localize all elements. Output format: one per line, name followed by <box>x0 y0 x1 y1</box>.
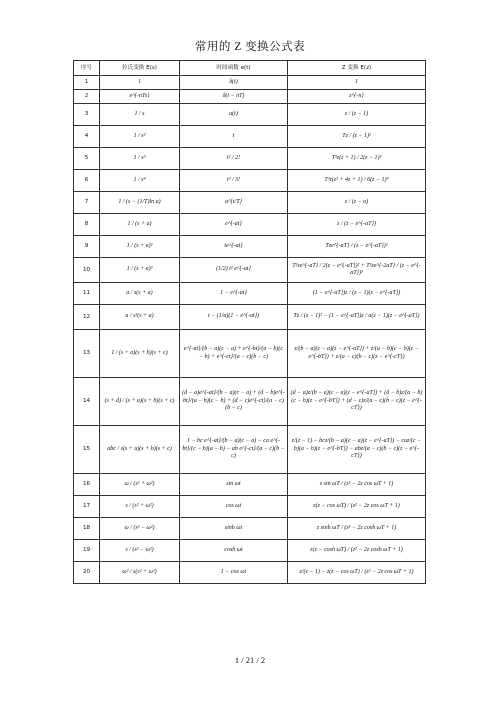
laplace-cell: 1 / (s + a) <box>100 214 180 236</box>
table-row <box>74 76 426 90</box>
laplace-cell: 1 / (s − (1/T)ln a) <box>100 192 180 214</box>
z-transform-cell: z/(z − 1) − bcz/(b − a)(c − a)(z − e^{-aT}) − caz/(c − b)(a − b)(z − e^{-bT}) − abz/(a − c)(b − c)(z − e^{-cT}) <box>288 426 426 474</box>
table-row <box>74 518 426 540</box>
time-function-cell: t − (1/a)(1 − e^{-at}) <box>180 305 288 330</box>
z-transform-cell: z / (z − 1) <box>288 104 426 126</box>
time-function-cell: u(t) <box>180 104 288 126</box>
row-index: 20 <box>74 562 100 584</box>
row-index: 13 <box>74 330 100 378</box>
time-function-cell: cos ωt <box>180 496 288 518</box>
time-function-cell: 1 − bc e^{-at}/(b − a)(c − a) − ca e^{-bt}/(c − b)(a − b) − ab e^{-ct}/(a − c)(b − c) <box>180 426 288 474</box>
laplace-cell: a / s(s + a) <box>100 283 180 305</box>
laplace-cell: (s + d) / (s + a)(s + b)(s + c) <box>100 378 180 426</box>
z-transform-cell: z^{-n} <box>288 90 426 104</box>
row-index: 7 <box>74 192 100 214</box>
time-function-cell: e^{-at}/(b − a)(c − a) + e^{-bt}/(a − b)(c − b) + e^{-ct}/(a − c)(b − c) <box>180 330 288 378</box>
z-transform-table <box>73 60 426 584</box>
laplace-cell: 1 / (s + a)³ <box>100 258 180 283</box>
time-function-cell: (d − a)e^{-at}/(b − a)(c − a) + (d − b)e^{-bt}/(a − b)(c − b) + (d − c)e^{-ct}/(a − c)(b − c) <box>180 378 288 426</box>
row-index: 4 <box>74 126 100 148</box>
z-transform-cell: z / (z − e^{-aT}) <box>288 214 426 236</box>
laplace-cell: s / (s² + ω²) <box>100 496 180 518</box>
laplace-cell: 1 / s³ <box>100 148 180 170</box>
laplace-cell: abc / s(s + a)(s + b)(s + c) <box>100 426 180 474</box>
time-function-cell: a^{t/T} <box>180 192 288 214</box>
time-function-cell: sin ωt <box>180 474 288 496</box>
row-index: 11 <box>74 283 100 305</box>
z-transform-cell: Tze^{-aT} / (z − e^{-aT})² <box>288 236 426 258</box>
laplace-cell: 1 / (s + a)(s + b)(s + c) <box>100 330 180 378</box>
table-row <box>74 540 426 562</box>
table-row <box>74 378 426 426</box>
table-row <box>74 305 426 330</box>
z-transform-cell: Tz / (z − 1)² − (1 − e^{-aT})z / a(z − 1)(z − e^{-aT}) <box>288 305 426 330</box>
laplace-cell: e^{-nTs} <box>100 90 180 104</box>
row-index: 10 <box>74 258 100 283</box>
time-function-cell: (1/2) t² e^{-at} <box>180 258 288 283</box>
table-body <box>74 76 426 584</box>
table-row <box>74 562 426 584</box>
z-transform-cell: T²ze^{-aT} / 2(z − e^{-aT})² + T²ze^{-2aT} / (z − e^{-aT})³ <box>288 258 426 283</box>
time-function-cell: t³ / 3! <box>180 170 288 192</box>
table-row <box>74 258 426 283</box>
z-transform-cell: z(z − cos ωT) / (z² − 2z cos ωT + 1) <box>288 496 426 518</box>
time-function-cell: t² / 2! <box>180 148 288 170</box>
laplace-cell: ω / (s² − ω²) <box>100 518 180 540</box>
z-transform-cell: Tz / (z − 1)² <box>288 126 426 148</box>
z-transform-cell: z(z − cosh ωT) / (z² − 2z cosh ωT + 1) <box>288 540 426 562</box>
row-index: 1 <box>74 76 100 90</box>
row-index: 6 <box>74 170 100 192</box>
table-row <box>74 426 426 474</box>
laplace-cell: 1 / s² <box>100 126 180 148</box>
row-index: 2 <box>74 90 100 104</box>
row-index: 15 <box>74 426 100 474</box>
laplace-cell: 1 / s⁴ <box>100 170 180 192</box>
z-transform-cell: z/(b − a)(c − a)(z − e^{-aT}) + z/(a − b)(c − b)(z − e^{-bT}) + z/(a − c)(b − c)(z − e^{-cT}) <box>288 330 426 378</box>
table-row <box>74 214 426 236</box>
z-transform-cell: 1 <box>288 76 426 90</box>
row-index: 18 <box>74 518 100 540</box>
laplace-cell: 1 <box>100 76 180 90</box>
time-function-cell: δ(t − nT) <box>180 90 288 104</box>
time-function-cell: 1 − cos ωt <box>180 562 288 584</box>
header-time-function: 时间函数 e(t) <box>180 61 288 76</box>
time-function-cell: te^{-at} <box>180 236 288 258</box>
header-z-transform: Z 变换 E(z) <box>288 61 426 76</box>
z-transform-cell: z sinh ωT / (z² − 2z cosh ωT + 1) <box>288 518 426 540</box>
header-laplace: 拉氏变换 E(s) <box>100 61 180 76</box>
table-row <box>74 170 426 192</box>
table-row <box>74 330 426 378</box>
z-transform-cell: z / (z − a) <box>288 192 426 214</box>
row-index: 5 <box>74 148 100 170</box>
row-index: 17 <box>74 496 100 518</box>
z-transform-cell: T³z(z² + 4z + 1) / 6(z − 1)⁴ <box>288 170 426 192</box>
z-transform-cell: z/(z − 1) − z(z − cos ωT) / (z² − 2z cos ωT + 1) <box>288 562 426 584</box>
page-number: 1 / 21 / 2 <box>234 655 266 665</box>
row-index: 16 <box>74 474 100 496</box>
laplace-cell: ω / (s² + ω²) <box>100 474 180 496</box>
row-index: 3 <box>74 104 100 126</box>
time-function-cell: t <box>180 126 288 148</box>
time-function-cell: δ(t) <box>180 76 288 90</box>
laplace-cell: 1 / s <box>100 104 180 126</box>
table-row <box>74 104 426 126</box>
laplace-cell: ω² / s(s² + ω²) <box>100 562 180 584</box>
table-header-row <box>74 61 426 76</box>
laplace-cell: 1 / (s + a)² <box>100 236 180 258</box>
row-index: 14 <box>74 378 100 426</box>
table-row <box>74 90 426 104</box>
time-function-cell: sinh ωt <box>180 518 288 540</box>
z-transform-cell: (d − a)z/(b − a)(c − a)(z − e^{-aT}) + (d − b)z/(a − b)(c − b)(z − e^{-bT}) + (d − c)z/(a − c)(b − c)(z − e^{-cT}) <box>288 378 426 426</box>
header-index: 序号 <box>74 61 100 76</box>
table-row <box>74 148 426 170</box>
row-index: 19 <box>74 540 100 562</box>
time-function-cell: cosh ωt <box>180 540 288 562</box>
table-row <box>74 236 426 258</box>
laplace-cell: a / s²(s + a) <box>100 305 180 330</box>
table-row <box>74 474 426 496</box>
page-title: 常用的 Z 变换公式表 <box>194 41 306 53</box>
table-row <box>74 126 426 148</box>
row-index: 12 <box>74 305 100 330</box>
row-index: 9 <box>74 236 100 258</box>
time-function-cell: e^{-at} <box>180 214 288 236</box>
table-row <box>74 496 426 518</box>
z-transform-cell: z sin ωT / (z² − 2z cos ωT + 1) <box>288 474 426 496</box>
table-row <box>74 283 426 305</box>
time-function-cell: 1 − e^{-at} <box>180 283 288 305</box>
row-index: 8 <box>74 214 100 236</box>
z-transform-cell: T²z(z + 1) / 2(z − 1)³ <box>288 148 426 170</box>
table-row <box>74 192 426 214</box>
laplace-cell: s / (s² − ω²) <box>100 540 180 562</box>
z-transform-cell: (1 − e^{-aT})z / (z − 1)(z − e^{-aT}) <box>288 283 426 305</box>
